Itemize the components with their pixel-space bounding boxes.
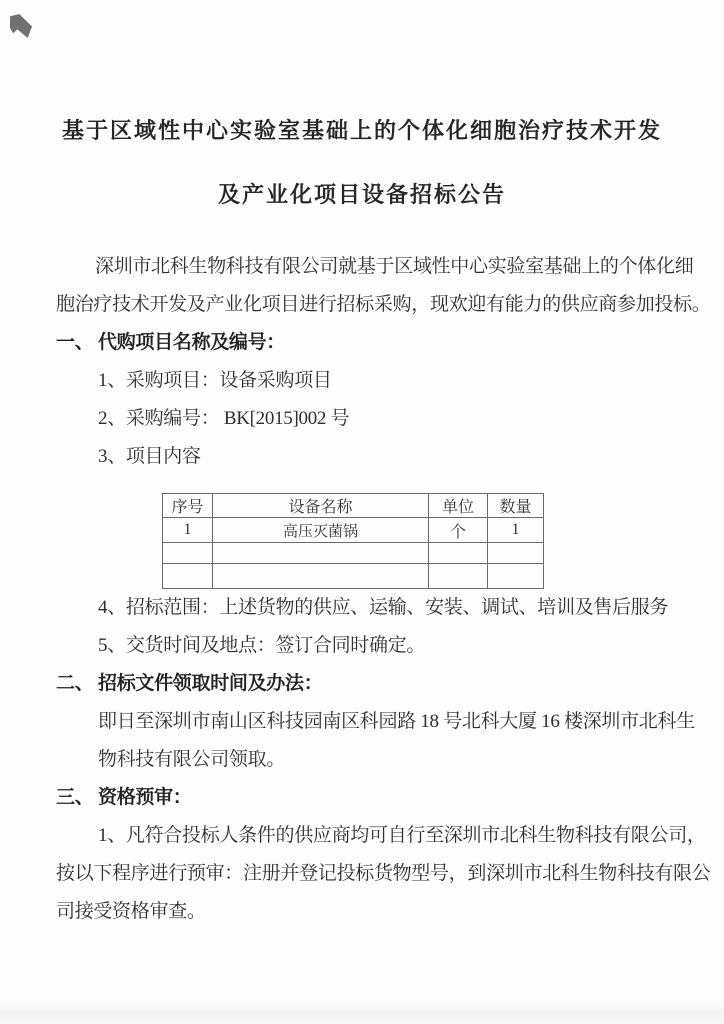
cell-seq [163, 564, 213, 589]
section-3-line-3: 司接受资格审查。 [56, 901, 206, 922]
section-1-label: 一、 [56, 332, 94, 353]
section-2-label: 二、 [56, 673, 94, 694]
table-row-empty [163, 543, 544, 564]
section-2-heading-text: 招标文件领取时间及办法： [98, 673, 323, 694]
section-1-item-3: 3、项目内容 [98, 446, 201, 467]
section-3-heading [0, 779, 724, 817]
section-2-heading [0, 665, 724, 703]
cell-qty [488, 564, 544, 589]
section-3-line-2: 按以下程序进行预审：注册并登记投标货物型号，到深圳市北科生物科技有限公 [56, 863, 711, 884]
cell-unit: 个 [429, 518, 488, 543]
intro-line-2: 胞治疗技术开发及产业化项目进行招标采购，现欢迎有能力的供应商参加投标。 [56, 294, 711, 315]
table-header-unit: 单位 [429, 494, 488, 518]
table-header-row [163, 494, 544, 518]
section-1-heading [0, 324, 724, 362]
cell-name [213, 543, 429, 564]
cell-qty [488, 543, 544, 564]
scan-edge-shadow [0, 1000, 724, 1024]
intro-line-1: 深圳市北科生物科技有限公司就基于区域性中心实验室基础上的个体化细 [95, 256, 694, 277]
cell-unit [429, 543, 488, 564]
section-2-line-1: 即日至深圳市南山区科技园南区科园路 18 号北科大厦 16 楼深圳市北科生 [98, 711, 695, 732]
title-line-2: 及产业化项目设备招标公告 [217, 182, 506, 207]
section-3-label: 三、 [56, 787, 94, 808]
section-1-item-1: 1、采购项目：设备采购项目 [98, 370, 332, 391]
section-2-line-2: 物科技有限公司领取。 [98, 749, 286, 770]
table-header-seq: 序号 [163, 494, 213, 518]
section-1-item-2: 2、采购编号： BK[2015]002 号 [98, 408, 350, 429]
table-row [163, 518, 544, 543]
table-header-qty: 数量 [488, 494, 544, 518]
section-1-item-4: 4、招标范围：上述货物的供应、运输、安装、调试、培训及售后服务 [98, 597, 669, 618]
cell-qty: 1 [488, 518, 544, 543]
section-1-item-5: 5、交货时间及地点：签订合同时确定。 [98, 635, 426, 656]
table-row-empty [163, 564, 544, 589]
cell-seq [163, 543, 213, 564]
cell-seq: 1 [163, 518, 213, 543]
section-1-heading-text: 代购项目名称及编号： [98, 332, 286, 353]
section-3-heading-text: 资格预审： [98, 787, 192, 808]
cell-unit [429, 564, 488, 589]
document-title [0, 0, 724, 210]
cell-name [213, 564, 429, 589]
table-header-name: 设备名称 [213, 494, 429, 518]
equipment-table [162, 493, 544, 589]
section-3-line-1: 1、凡符合投标人条件的供应商均可自行至深圳市北科生物科技有限公司， [98, 825, 706, 846]
title-line-1: 基于区域性中心实验室基础上的个体化细胞治疗技术开发 [61, 118, 662, 143]
cell-name: 高压灭菌锅 [213, 518, 429, 543]
